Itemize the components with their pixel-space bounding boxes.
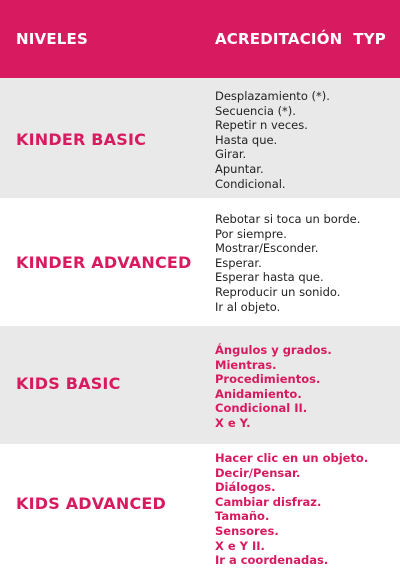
table-row-kinder-basic — [0, 78, 400, 198]
list-item: Mientras. — [215, 357, 277, 372]
list-item: Tamaño. — [215, 509, 270, 524]
level-name: KINDER ADVANCED — [16, 253, 192, 272]
level-name: KIDS BASIC — [16, 374, 121, 393]
list-item: Diálogos. — [215, 480, 276, 495]
list-item: Rebotar si toca un borde. — [215, 212, 361, 226]
list-item: Condicional. — [215, 176, 286, 191]
table-header — [0, 0, 400, 78]
list-item: Esperar hasta que. — [215, 270, 324, 285]
skill-list — [215, 89, 330, 191]
list-item: Ir a coordenadas. — [215, 553, 329, 568]
list-item: Reproducir un sonido. — [215, 284, 341, 299]
list-item: Secuencia (*). — [215, 103, 296, 118]
list-item: Esperar. — [215, 255, 262, 270]
table-row-kids-basic — [0, 326, 400, 444]
level-name: KINDER BASIC — [16, 130, 147, 149]
list-item: Hacer clic en un objeto. — [215, 451, 369, 465]
list-item: Desplazamiento (*). — [215, 89, 330, 103]
list-item: Apuntar. — [215, 161, 264, 176]
list-item: Procedimientos. — [215, 372, 321, 387]
list-item: Cambiar disfraz. — [215, 494, 322, 509]
list-item: Repetir n veces. — [215, 118, 308, 133]
header-acreditacion: ACREDITACIÓN TYP — [215, 30, 386, 48]
skill-list — [215, 451, 368, 568]
list-item: X e Y. — [215, 415, 251, 430]
list-item: Por siempre. — [215, 226, 287, 241]
table-row-kids-advanced — [0, 444, 400, 572]
list-item: X e Y II. — [215, 538, 265, 553]
list-item: Girar. — [215, 147, 247, 162]
skill-list — [215, 212, 360, 314]
list-item: Sensores. — [215, 523, 279, 538]
list-item: Hasta que. — [215, 132, 278, 147]
list-item: Ángulos y grados. — [215, 343, 332, 357]
list-item: Ir al objeto. — [215, 299, 281, 314]
header-niveles: NIVELES — [16, 30, 88, 48]
level-name: KIDS ADVANCED — [16, 494, 167, 513]
list-item: Mostrar/Esconder. — [215, 241, 319, 256]
skill-list — [215, 343, 332, 431]
list-item: Condicional II. — [215, 401, 308, 416]
list-item: Decir/Pensar. — [215, 465, 301, 480]
list-item: Anidamiento. — [215, 386, 302, 401]
table-row-kinder-advanced — [0, 198, 400, 326]
